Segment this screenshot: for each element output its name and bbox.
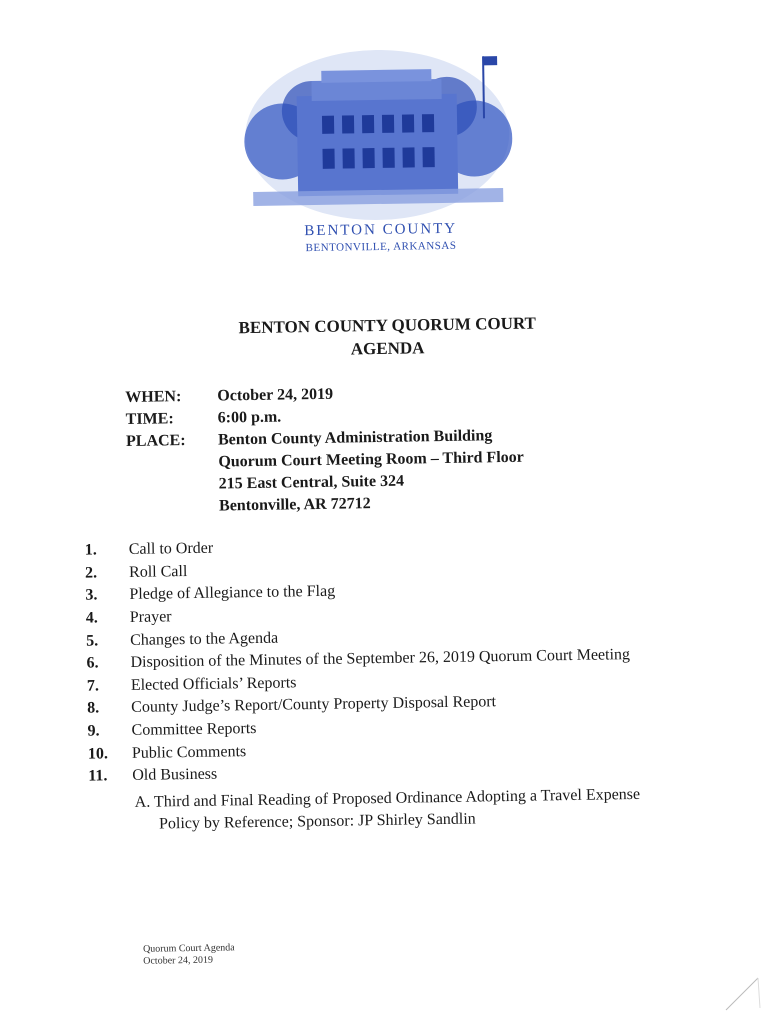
- courthouse-seal-image: [241, 38, 514, 222]
- agenda-item: 2. Roll Call: [84, 562, 188, 582]
- agenda-item: 9. Committee Reports: [87, 720, 257, 740]
- place-line-2: Quorum Court Meeting Room – Third Floor: [218, 448, 524, 471]
- sub-item-line-1: A. Third and Final Reading of Proposed Ordinance Adopting a Travel Expense: [134, 785, 641, 811]
- agenda-item: 7. Elected Officials’ Reports: [86, 674, 297, 695]
- document-title: [187, 311, 588, 363]
- when-value: October 24, 2019: [217, 385, 334, 405]
- agenda-item: 4. Prayer: [85, 608, 172, 627]
- place-line-1: Benton County Administration Building: [217, 427, 493, 449]
- title-line-1: BENTON COUNTY QUORUM COURT: [238, 313, 537, 338]
- agenda-item: 11. Old Business: [88, 765, 218, 785]
- county-name: BENTON COUNTY: [304, 220, 458, 240]
- time-label: TIME:: [125, 410, 174, 428]
- sub-item-line-2: Policy by Reference; Sponsor: JP Shirley Sandlin: [158, 810, 476, 833]
- footer-line-1: Quorum Court Agenda: [142, 942, 235, 955]
- meeting-details: [125, 381, 524, 519]
- footer-line-2: October 24, 2019: [143, 954, 214, 967]
- place-label: PLACE:: [125, 432, 186, 450]
- old-business-sub-item: [135, 784, 641, 836]
- agenda-item: 1. Call to Order: [84, 539, 214, 559]
- place-line-4: Bentonville, AR 72712: [218, 495, 371, 515]
- when-label: WHEN:: [125, 388, 182, 406]
- page-footer: [143, 942, 235, 967]
- agenda-item: 6. Disposition of the Minutes of the September 26, 2019 Quorum Court Meeting: [86, 646, 631, 672]
- agenda-item: 8. County Judge’s Report/County Property Disposal Report: [87, 693, 497, 718]
- county-location: BENTONVILLE, ARKANSAS: [305, 239, 457, 255]
- place-line-3: 215 East Central, Suite 324: [218, 472, 405, 493]
- agenda-item: 5. Changes to the Agenda: [86, 629, 279, 650]
- agenda-list: [85, 531, 632, 788]
- agenda-item: 10. Public Comments: [87, 742, 247, 763]
- time-value: 6:00 p.m.: [217, 408, 282, 427]
- agenda-item: 3. Pledge of Allegiance to the Flag: [85, 583, 336, 605]
- page-fold-mark: [722, 972, 762, 1012]
- title-line-2: AGENDA: [350, 338, 425, 359]
